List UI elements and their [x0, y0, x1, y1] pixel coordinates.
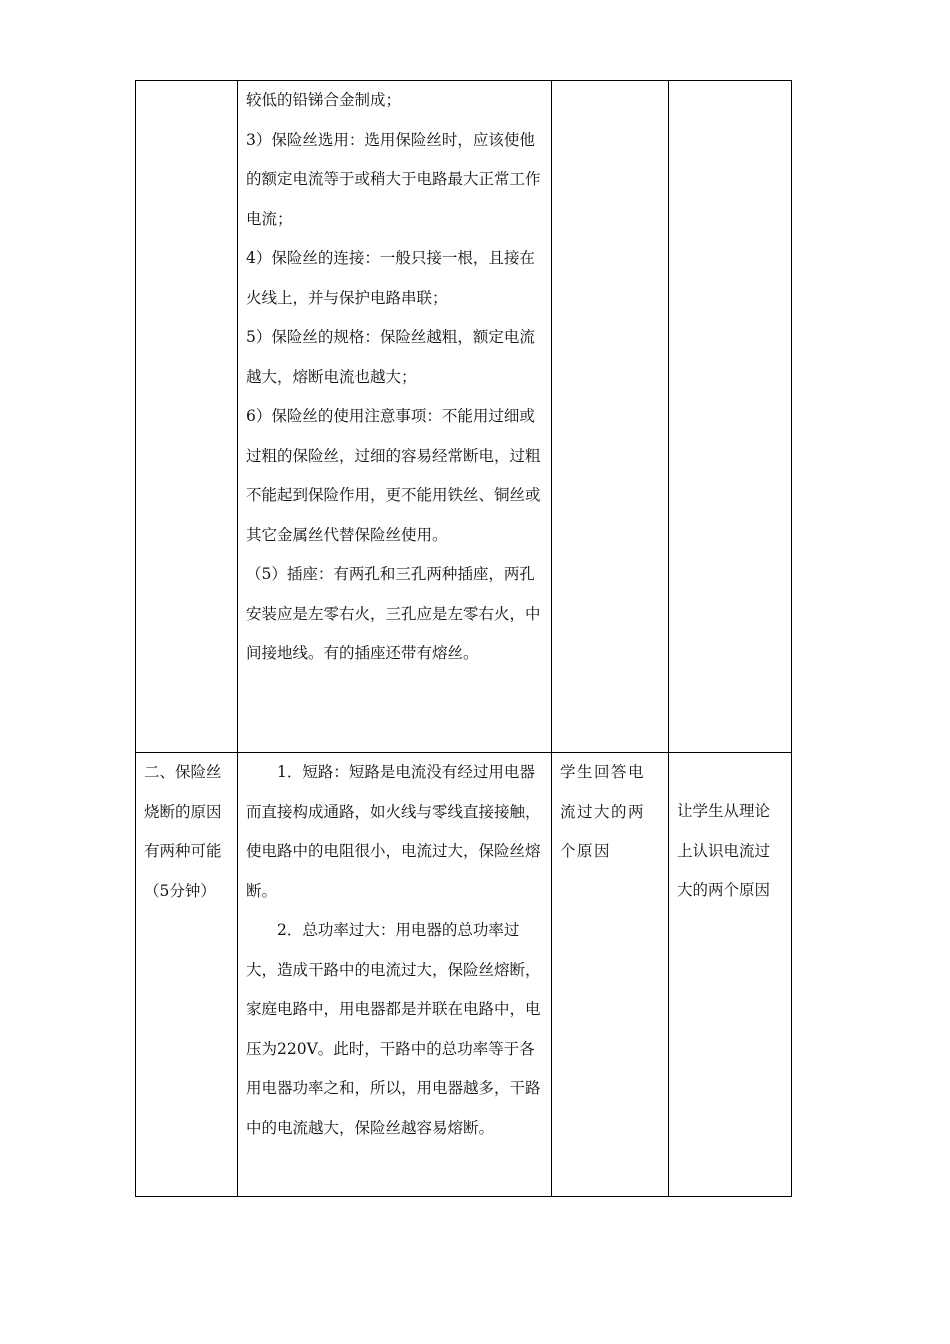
stage-title: 二、保险丝烧断的原因有两种可能（5分钟）: [144, 763, 222, 900]
student-activity-cell: [552, 753, 669, 1197]
content-paragraph: 6）保险丝的使用注意事项：不能用过细或过粗的保险丝，过细的容易经常断电，过粗不能起到保险作用，更不能用铁丝、铜丝或其它金属丝代替保险丝使用。: [246, 407, 541, 544]
table-row: [136, 81, 792, 753]
teaching-content-cell: [238, 81, 552, 753]
content-paragraph: 5）保险丝的规格：保险丝越粗，额定电流越大，熔断电流也越大；: [246, 328, 535, 386]
design-intent-cell: [669, 753, 792, 1197]
content-paragraph: 3）保险丝选用：选用保险丝时，应该使他的额定电流等于或稍大于电路最大正常工作电流；: [246, 130, 541, 228]
content-paragraph: （5）插座：有两孔和三孔两种插座，两孔安装应是左零右火，三孔应是左零右火，中间接地线。有的插座还带有熔丝。: [246, 565, 541, 662]
student-activity-text: 学生回答电流过大的两个原因: [560, 763, 646, 860]
teaching-content-cell: [238, 753, 552, 1197]
table-row: [136, 753, 792, 1197]
design-intent-cell: [669, 81, 792, 753]
student-activity-cell: [552, 81, 669, 753]
teaching-stage-cell: [136, 753, 238, 1197]
lesson-plan-table: [135, 80, 792, 1197]
design-intent-text: 让学生从理论上认识电流过大的两个原因: [677, 802, 771, 899]
content-paragraph: 2．总功率过大：用电器的总功率过大，造成干路中的电流过大，保险丝熔断，家庭电路中，用电器都是并联在电路中，电压为220V。此时，干路中的总功率等于各用电器功率之和，所以，用电器越多，干路中的电流越大，保险丝越容易熔断。: [246, 921, 541, 1137]
content-paragraph: 1．短路：短路是电流没有经过用电器而直接构成通路，如火线与零线直接接触，使电路中的电阻很小，电流过大，保险丝熔断。: [246, 763, 541, 900]
content-paragraph: 较低的铅锑合金制成；: [246, 91, 402, 109]
teaching-stage-cell: [136, 81, 238, 753]
content-paragraph: 4）保险丝的连接：一般只接一根，且接在火线上，并与保护电路串联；: [246, 249, 535, 307]
